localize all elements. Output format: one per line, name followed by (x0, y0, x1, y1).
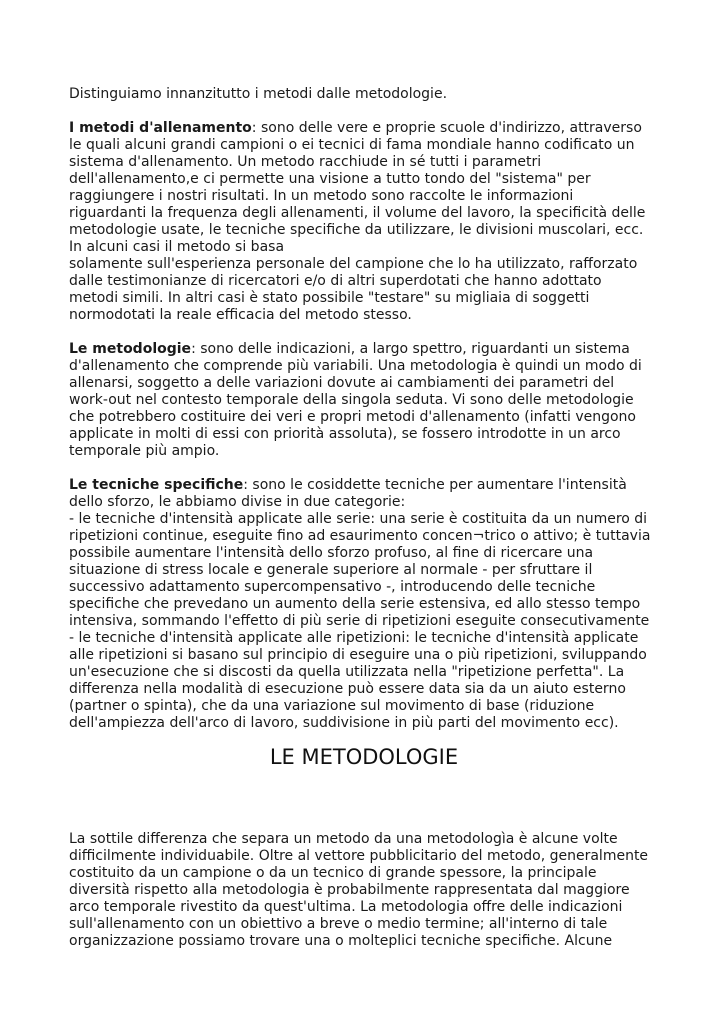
paragraph-line: solamente sull'esperienza personale del campione che lo ha utilizzato, rafforzato (69, 256, 638, 272)
paragraph-line: situazione di stress locale e generale superiore al normale - per sfruttare il (69, 562, 593, 578)
paragraph-line: dalle testimonianze di ricercatori e/o di altri superdotati che hanno adottato (69, 273, 602, 289)
paragraph-line: raggiungere i nostri risultati. In un metodo sono raccolte le informazioni (69, 188, 574, 204)
paragraph-line: difficilmente individuabile. Oltre al vettore pubblicitario del metodo, generalmente (69, 848, 649, 864)
paragraph-line: un'esecuzione che si discosti da quella utilizzata nella "ripetizione perfetta". La (69, 664, 625, 680)
paragraph-line: le quali alcuni grandi campioni o ei tecnici di fama mondiale hanno codificato un (69, 137, 635, 153)
paragraph-line: dell'allenamento,e ci permette una visione a tutto tondo del "sistema" per (69, 171, 591, 187)
paragraph-line: work-out nel contesto temporale della singola seduta. Vi sono delle metodologie (69, 392, 634, 408)
paragraph-line: allenarsi, soggetto a delle variazioni dovute ai cambiamenti dei parametri del (69, 375, 615, 391)
paragraph-line: specifiche che prevedano un aumento della serie estensiva, ed allo stesso tempo (69, 596, 641, 612)
term-metodologie: Le metodologie (69, 341, 192, 357)
paragraph-line: applicate in molti di essi con priorità assoluta), se fossero introdotte in un arco (69, 426, 621, 442)
paragraph-line: diversità rispetto alla metodologia è probabilmente rappresentata dal maggiore (69, 882, 630, 898)
intro-line: Distinguiamo innanzitutto i metodi dalle metodologie. (69, 86, 448, 102)
term-metodi: I metodi d'allenamento (69, 120, 252, 136)
paragraph-line: temporale più ampio. (69, 443, 220, 459)
paragraph-line: metodologie usate, le tecniche specifiche da utilizzare, le divisioni muscolari, ecc. (69, 222, 644, 238)
paragraph-metodi (69, 120, 659, 324)
paragraph-line: dello sforzo, le abbiamo divise in due categorie: (69, 494, 406, 510)
paragraph-line: ripetizioni continue, eseguite fino ad esaurimento concen¬trico o attivo; è tuttavia (69, 528, 651, 544)
paragraph-line: arco temporale rivestito da quest'ultima. La metodologia offre delle indicazioni (69, 899, 623, 915)
section-heading: LE METODOLOGIE (269, 745, 459, 769)
paragraph-line: successivo adattamento supercompensativo -, introducendo delle tecniche (69, 579, 596, 595)
paragraph-line: alle ripetizioni si basano sul principio di eseguire una o più ripetizioni, sviluppando (69, 647, 647, 663)
paragraph-line: In alcuni casi il metodo si basa (69, 239, 285, 255)
paragraph-first-line: Le metodologie: sono delle indicazioni, a largo spettro, riguardanti un sistema (69, 341, 630, 357)
paragraph-line: normodotati la reale efficacia del metodo stesso. (69, 307, 412, 323)
term-tecniche: Le tecniche specifiche (69, 477, 244, 493)
paragraph-line: che potrebbero costituire dei veri e propri metodi d'allenamento (infatti vengono (69, 409, 636, 425)
paragraph-line: d'allenamento che comprende più variabili. Una metodologia è quindi un modo di (69, 358, 642, 374)
paragraph-first-line: I metodi d'allenamento: sono delle vere e proprie scuole d'indirizzo, attraverso (69, 120, 642, 136)
paragraph-line: metodi simili. In altri casi è stato possibile "testare" su migliaia di soggetti (69, 290, 590, 306)
paragraph-line: sistema d'allenamento. Un metodo racchiude in sé tutti i parametri (69, 154, 542, 170)
paragraph-line: - le tecniche d'intensità applicate alle ripetizioni: le tecniche d'intensità applicate (69, 630, 639, 646)
paragraph-line: organizzazione possiamo trovare una o molteplici tecniche specifiche. Alcune (69, 933, 613, 949)
paragraph-metodologie (69, 341, 659, 460)
paragraph-line: possibile aumentare l'intensità dello sforzo profuso, al fine di ricercare una (69, 545, 594, 561)
paragraph-line: riguardanti la frequenza degli allenamenti, il volume del lavoro, la specificità delle (69, 205, 646, 221)
document-page (69, 86, 659, 950)
paragraph-line: costituito da un campione o da un tecnico di grande spessore, la principale (69, 865, 597, 881)
paragraph-line: (partner o spinta), che da una variazione sul movimento di base (riduzione (69, 698, 595, 714)
paragraph-line: La sottile differenza che separa un metodo da una metodologìa è alcune volte (69, 831, 618, 847)
paragraph-line: differenza nella modalità di esecuzione può essere data sia da un aiuto esterno (69, 681, 626, 697)
paragraph-line: intensiva, sommando l'effetto di più serie di ripetizioni eseguite consecutivamente (69, 613, 650, 629)
paragraph-line: - le tecniche d'intensità applicate alle serie: una serie è costituita da un numero di (69, 511, 648, 527)
paragraph-final (69, 831, 659, 950)
paragraph-first-line: Le tecniche specifiche: sono le cosiddette tecniche per aumentare l'intensità (69, 477, 627, 493)
paragraph-line: sull'allenamento con un obiettivo a breve o medio termine; all'interno di tale (69, 916, 608, 932)
paragraph-line: dell'ampiezza dell'arco di lavoro, suddivisione in più parti del movimento ecc). (69, 715, 619, 731)
paragraph-tecniche (69, 477, 659, 732)
